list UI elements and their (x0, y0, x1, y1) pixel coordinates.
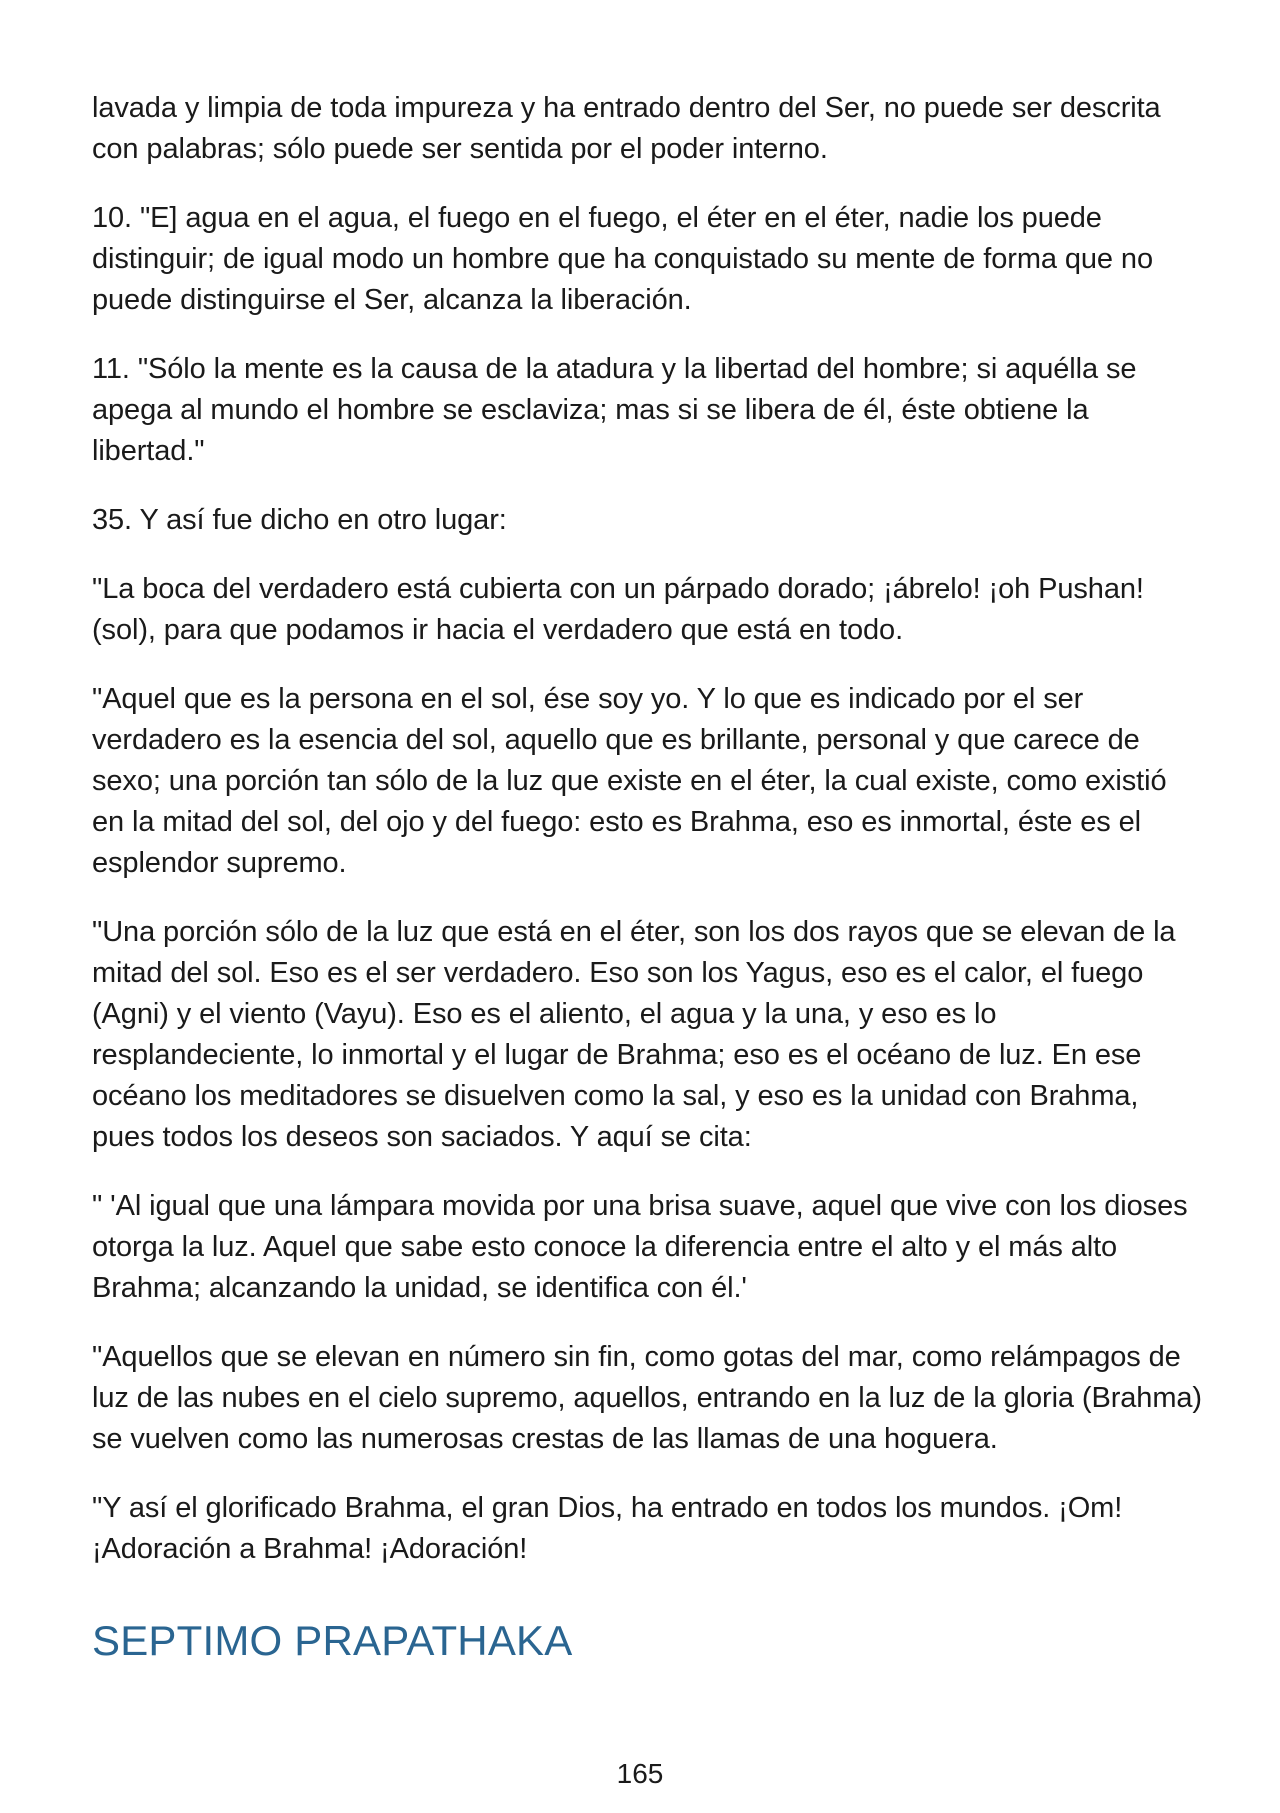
page-number: 165 (616, 1758, 664, 1789)
paragraph-verse-10: 10. "E] agua en el agua, el fuego en el fuego, el éter en el éter, nadie los puede distinguir; de igual modo un hombre que ha conquistado su mente de forma que no puede distinguirse el Ser, alcanza la liberación. (92, 202, 1153, 316)
paragraph-quote-drops-of-sea: "Aquellos que se elevan en número sin fin, como gotas del mar, como relámpagos de luz de las nubes en el cielo supremo, aquellos, entrando en la luz de la gloria (Brahma) se vuelven como las numerosas crestas de las llamas de una hoguera. (92, 1341, 1202, 1455)
paragraph-verse-35: 35. Y así fue dicho en otro lugar: (92, 504, 507, 536)
paragraph-quote-portion-of-light: "Una porción sólo de la luz que está en el éter, son los dos rayos que se elevan de la mitad del sol. Eso es el ser verdadero. Eso son los Yagus, eso es el calor, el fuego (Agni) y el viento (Vayu). Eso es el aliento, el agua y la una, y eso es lo resplandeciente, lo inmortal y el lugar de Brahma; eso es el océano de luz. En ese océano los meditadores se disuelven como la sal, y eso es la unidad con Brahma, pues todos los deseos son saciados. Y aquí se cita: (92, 916, 1176, 1153)
paragraph-verse-11: 11. "Sólo la mente es la causa de la atadura y la libertad del hombre; si aquélla se apega al mundo el hombre se esclaviza; mas si se libera de él, éste obtiene la libertad." (92, 353, 1137, 467)
paragraph-quote-golden-lid: "La boca del verdadero está cubierta con un párpado dorado; ¡ábrelo! ¡oh Pushan! (sol), para que podamos ir hacia el verdadero que está en todo. (92, 573, 1144, 646)
section-heading: SEPTIMO PRAPATHAKA (92, 1617, 573, 1664)
paragraph-quote-person-in-sun: "Aquel que es la persona en el sol, ése soy yo. Y lo que es indicado por el ser verdadero es la esencia del sol, aquello que es brillante, personal y que carece de sexo; una porción tan sólo de la luz que existe en el éter, la cual existe, como existió en la mitad del sol, del ojo y del fuego: esto es Brahma, eso es inmortal, éste es el esplendor supremo. (92, 683, 1167, 879)
paragraph-quote-glorified-brahma: "Y así el glorificado Brahma, el gran Dios, ha entrado en todos los mundos. ¡Om! ¡Adoración a Brahma! ¡Adoración! (92, 1492, 1123, 1565)
paragraph-continuation: lavada y limpia de toda impureza y ha entrado dentro del Ser, no puede ser descrita con palabras; sólo puede ser sentida por el poder interno. (92, 92, 1161, 165)
page-body (92, 88, 1202, 1666)
paragraph-quote-lamp: " 'Al igual que una lámpara movida por una brisa suave, aquel que vive con los dioses otorga la luz. Aquel que sabe esto conoce la diferencia entre el alto y el más alto Brahma; alcanzando la unidad, se identifica con él.' (92, 1190, 1188, 1304)
